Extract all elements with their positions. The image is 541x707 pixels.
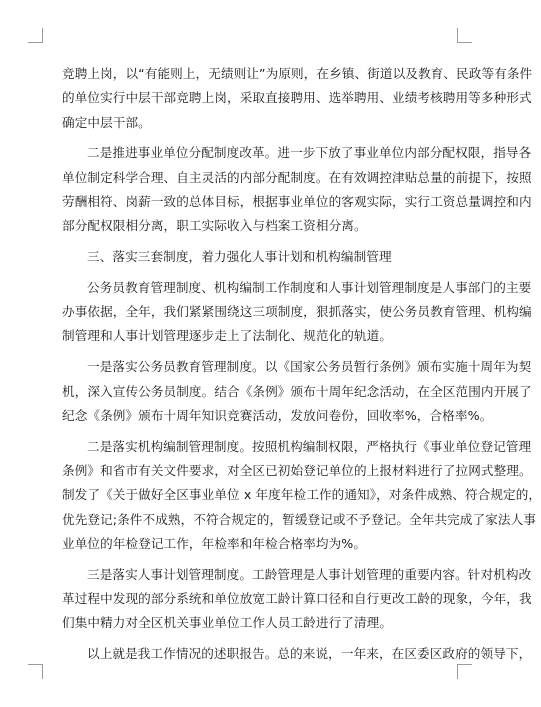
text-line: 竞聘上岗，以“有能则上，无绩则让”为原则，在乡镇、街道以及教育、民政等有条件 [62,66,533,81]
paragraph [62,435,541,556]
text-line: 纪念《条例》颁布十周年知识竞赛活动，发放问卷份，回收率%，合格率%。 [62,407,493,423]
paragraph [62,563,532,636]
text-line: 制发了《关于做好全区事业单位 x 年度年检工作的通知》，对条件成熟、符合规定的， [62,487,541,503]
text-line: 一是落实公务员教育管理制度。以《国家公务员暂行条例》颁布实施十周年为契 [87,359,532,375]
text-line: 优先登记;条件不成熟，不符合规定的，暂缓登记或不予登记。全年共完成了家法人事 [62,511,537,527]
crop-mark-bottom-left [28,664,43,679]
crop-mark-top-right [457,28,472,43]
paragraph [62,62,533,135]
text-line: 单位制定科学合理、自主灵活的内部分配制度。在有效调控津贴总量的前提下，按照 [62,169,532,185]
paragraph [62,355,532,428]
text-line: 部分配权限相分离，职工实际收入与档案工资相分离。 [62,218,367,234]
text-line: 革过程中发现的部分系统和单位放宽工龄计算口径和自行更改工龄的现象，今年，我 [62,590,532,606]
text-line: 三是落实人事计划管理制度。工龄管理是人事计划管理的重要内容。针对机构改 [87,566,532,582]
crop-mark-top-left [28,28,43,43]
text-line: 以上就是我工作情况的述职报告。总的来说，一年来，在区委区政府的领导下， [87,646,532,662]
text-line: 公务员教育管理制度、机构编制工作制度和人事计划管理制度是人事部门的主要 [87,279,532,295]
text-line: 办事依据，全年，我们紧紧围绕这三项制度，狠抓落实，使公务员教育管理、机构编 [62,304,532,320]
text-line: 劳酬相符、岗薪一致的总体目标，根据事业单位的客观实际，实行工资总量调控和内 [62,193,532,209]
text-line: 们集中精力对全区机关事业单位工作人员工龄进行了清理。 [62,615,393,631]
paragraph [62,642,532,666]
paragraph [62,141,532,238]
text-line: 二是推进事业单位分配制度改革。进一步下放了事业单位内部分配权限，指导各 [87,145,532,161]
text-line: 条例》和省市有关文件要求，对全区已初始登记单位的上报材料进行了拉网式整理。 [62,462,532,478]
text-line: 机，深入宣传公务员制度。结合《条例》颁布十周年纪念活动，在全区范围内开展了 [62,383,532,399]
text-line: 的单位实行中层干部竞聘上岗，采取直接聘用、选举聘用、业绩考核聘用等多种形式 [62,90,532,106]
document-body [62,62,541,666]
text-line: 业单位的年检登记工作，年检率和年检合格率均为%。 [62,535,367,551]
crop-mark-bottom-right [457,664,472,679]
text-line: 确定中层干部。 [62,114,151,130]
paragraph [62,276,532,349]
text-line: 制管理和人事计划管理逐步走上了法制化、规范化的轨道。 [62,328,393,344]
text-line: 二是落实机构编制管理制度。按照机构编制权限，严格执行《事业单位登记管理 [87,438,532,454]
paragraph [62,245,442,269]
text-line: 三、落实三套制度，着力强化人事计划和机构编制管理 [87,249,392,265]
